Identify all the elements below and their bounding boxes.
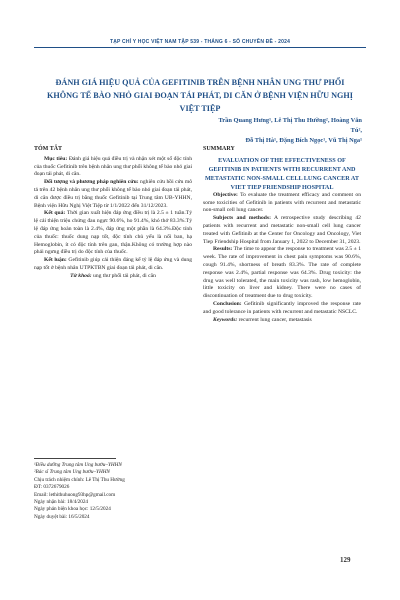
objective-text-vi: Đánh giá hiệu quả điều trị và nhận xét một số độc tính của thuốc Gefitinib trên bệnh nhân ung thư phổi không tế bào nhỏ giai đoạn tái phát, di căn. xyxy=(34,155,192,178)
summary-heading: SUMMARY xyxy=(203,146,235,152)
abstract-vietnamese xyxy=(34,146,192,281)
methods-text-vi: nghiên cứu hồi cứu mô tả trên 42 bệnh nhân ung thư phổi không tế bào nhỏ giai đoạn tái phát, di căn được điều trị bằng thuốc Gefitinib tại Trung tâm UB-YHHN, Bệnh viện Hữu Nghị Việt Tiệp từ 1/1/2022 đến 31/12/2023. xyxy=(34,179,193,209)
footnotes xyxy=(34,462,194,521)
footnote-corresponding-author: Chịu trách nhiệm chính: Lê Thị Thu Hường xyxy=(34,476,125,483)
results-paragraph-en xyxy=(203,246,361,301)
conclusion-label-en: Conclusion: xyxy=(213,300,242,307)
abstract-heading-vi: TÓM TẮT xyxy=(34,146,63,152)
results-text-vi: Thời gian xuất hiện đáp ứng điều trị là 2.5 ± 1 tuần.Tỷ lệ cải thiện triệu chứng đau ngực 90.6%, ho 91.4%, khó thở 83.3%.Tỷ lệ đáp ứng hoàn toàn là 2.4%, đáp ứng một phần là 64.3%.Độc tính của thuốc: thuốc dung nạp tốt, độc tính chủ yếu là nổi ban, hạ Hemoglobin, ít có độc tính trên gan, thận.Không có trường hợp nào phải ngưng điều trị do độc tính của thuốc. xyxy=(34,210,193,256)
article-title-vietnamese: ĐÁNH GIÁ HIỆU QUẢ CỦA GEFITINIB TRÊN BỆNH NHÂN UNG THƯ PHỔI KHÔNG TẾ BÀO NHỎ GIAI ĐOẠN TÁI PHÁT, DI CĂN Ở BỆNH VIỆN HỮU NGHỊ VIỆT TIỆP xyxy=(47,78,353,113)
keywords-paragraph-en xyxy=(203,317,361,325)
abstract-english xyxy=(203,146,361,324)
page-number: 129 xyxy=(340,556,351,564)
footnote-phone: ĐT: 0372679026 xyxy=(34,484,70,491)
author-line-2: Đỗ Thị Hà¹, Đặng Bích Ngọc¹, Vũ Thị Nga¹ xyxy=(245,137,362,144)
keywords-label-en: Keywords: xyxy=(213,316,238,323)
footnote-accepted-date: Ngày duyệt bài: 16/5/2024 xyxy=(34,513,90,520)
keywords-text-vi: ung thư phổi tái phát, di căn xyxy=(91,272,156,279)
journal-header: TẠP CHÍ Y HỌC VIỆT NAM TẬP 539 - THÁNG 6 - SỐ CHUYÊN ĐỀ - 2024 xyxy=(109,39,291,45)
conclusion-label-vi: Kết luận: xyxy=(44,257,67,264)
author-list xyxy=(210,116,362,146)
results-text-en: The time to appear the response to treatment was 2.5 ± 1 week. The rate of improvement in chest pain symptoms was 90.6%, cough 91.4%, shortness of breath 83.3%. The rate of complete response was 2.4%, partial response was 64.3%. Drug toxicity: the drug was well tolerated, the main toxicity was rash, low hemoglobin, little toxicity on liver and kidney. There were no cases of discontinuation of treatment due to drug toxicity. xyxy=(203,246,361,300)
keywords-text-en: recurrent lung cancer, metastasis xyxy=(237,316,312,323)
objective-label-vi: Mục tiêu: xyxy=(44,155,68,162)
footnote-email: Email: lethithuhuong93hp@gmail.com xyxy=(34,491,116,498)
keywords-label-vi: Từ khoá: xyxy=(70,272,92,279)
conclusion-text-en: Gefitinib significantly improved the response rate and good tolerance in patients with recurrent and metastatic NSCLC. xyxy=(203,300,361,315)
footnote-affiliation-1: ¹Điều dưỡng Trung tâm Ung bướu–YHHN xyxy=(34,462,122,468)
conclusion-paragraph-en xyxy=(203,301,361,317)
keywords-paragraph-vi xyxy=(34,273,192,281)
methods-paragraph-en xyxy=(203,215,361,246)
methods-text-en: A retrospective study describing 42 patients with recurrent and metastatic non-small cell lung cancer treated with Gefitinib at the Center for Oncology and Oncology, Viet Tiep Friendship Hospital from January 1, 2022 to December 31, 2023. xyxy=(203,215,361,245)
methods-paragraph-vi xyxy=(34,179,192,210)
article-title-english: EVALUATION OF THE EFFECTIVENESS OF GEFITINIB IN PATIENTS WITH RECURRENT AND METASTATIC NON-SMALL CELL LUNG CANCER AT VIET TIEP FRIENDSHIP HOSPITAL xyxy=(204,156,360,191)
conclusion-text-vi: Gefitinib giúp cải thiện đáng kể tỷ lệ đáp ứng và dung nạp tốt ở bệnh nhân UTPKTBN giai đoạn tái phát, di căn. xyxy=(34,257,193,271)
results-paragraph-vi xyxy=(34,210,192,257)
objective-paragraph-vi xyxy=(34,156,192,179)
objective-text-en: To evaluate the treatment efficacy and comment on some toxicities of Gefitinib in patients with recurrent and metastatic non-small cell lung cancer. xyxy=(203,191,361,214)
footnote-review-date: Ngày phản biện khoa học: 12/5/2024 xyxy=(34,506,111,513)
conclusion-paragraph-vi xyxy=(34,257,192,273)
footnote-rule xyxy=(34,458,116,459)
footnote-received-date: Ngày nhận bài: 18/4/2024 xyxy=(34,499,89,506)
methods-label-vi: Đối tượng và phương pháp nghiên cứu: xyxy=(44,179,139,186)
results-label-vi: Kết quả: xyxy=(44,210,66,217)
footnote-affiliation-2: ²Bác sĩ Trung tâm Ung bướu–YHHN xyxy=(34,469,110,476)
objective-paragraph-en xyxy=(203,192,361,215)
author-line-1: Trần Quang Hưng¹, Lê Thị Thu Hường², Hoàng Văn Tú², xyxy=(218,117,362,134)
objective-label-en: Objective: xyxy=(213,191,238,198)
methods-label-en: Subjects and methods: xyxy=(213,215,271,222)
header-rule xyxy=(34,47,366,48)
results-label-en: Results: xyxy=(213,246,233,253)
